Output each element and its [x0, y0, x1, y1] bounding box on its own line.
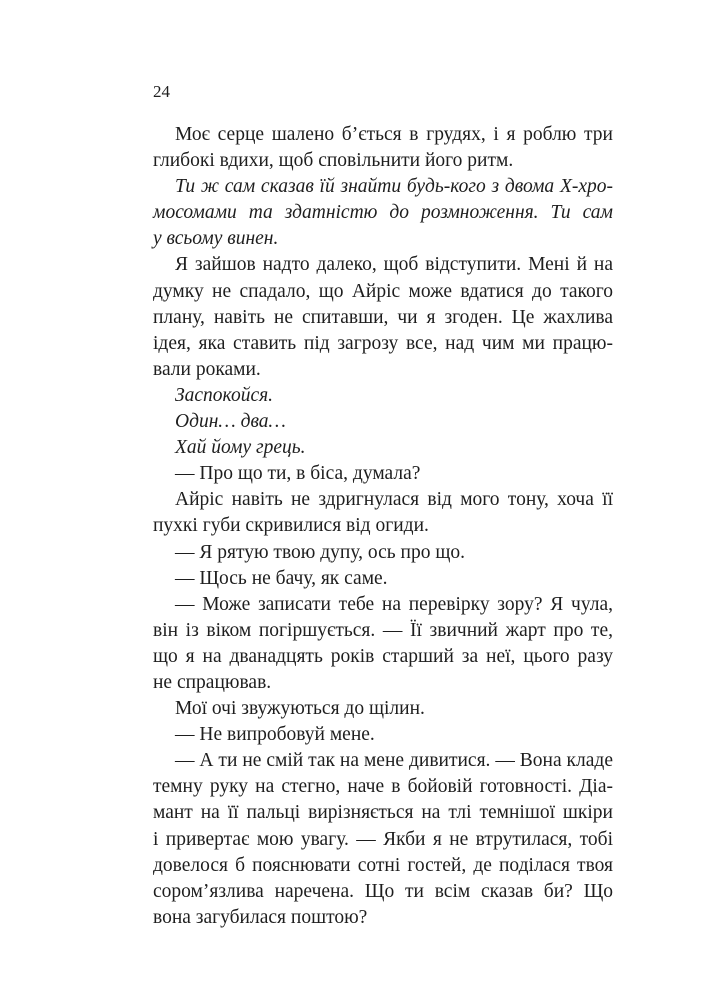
paragraph: [153, 722, 613, 748]
text-line: — Про що ти, в біса, думала?: [175, 463, 421, 485]
paragraph: [153, 566, 613, 592]
paragraph: [153, 174, 613, 252]
paragraph: [153, 696, 613, 722]
paragraph: [153, 409, 613, 435]
text-line: Айріс навіть не здригнулася від мого тону, хоча її: [175, 489, 613, 511]
paragraph: [153, 592, 613, 696]
text-line: Ти ж сам сказав їй знайти будь-кого з двома Х-хро-: [175, 176, 613, 198]
body-text: [153, 122, 613, 931]
text-line: плану, навіть не спитавши, чи я згоден. Це жахлива: [153, 306, 613, 328]
paragraph: [153, 383, 613, 409]
text-line: — Не випробовуй мене.: [175, 724, 375, 746]
text-line: у всьому винен.: [153, 228, 279, 250]
text-line: вона загубилася поштою?: [153, 906, 368, 928]
text-line: темну руку на стегно, наче в бойовій готовності. Діа-: [153, 776, 613, 798]
paragraph: [153, 252, 613, 382]
page-number: 24: [153, 82, 170, 101]
text-line: Один… два…: [175, 411, 286, 433]
text-line: і привертає мою увагу. — Якби я не втрутилася, тобі: [153, 828, 613, 850]
text-line: — А ти не смій так на мене дивитися. — Вона кладе: [175, 750, 613, 772]
paragraph: [153, 748, 613, 931]
paragraph: [153, 435, 613, 461]
text-line: довелося б пояснювати сотні гостей, де поділася твоя: [153, 854, 613, 876]
text-line: мант на її пальці вирізняється на тлі темнішої шкіри: [153, 802, 613, 824]
text-line: думку не спадало, що Айріс може вдатися до такого: [153, 280, 613, 302]
text-line: глибокі вдихи, щоб сповільнити його ритм.: [153, 150, 514, 172]
text-line: не спрацював.: [153, 671, 272, 693]
text-line: сором’язлива наречена. Що ти всім сказав би? Що: [153, 880, 613, 902]
text-line: мосомами та здатністю до розмноження. Ти сам: [153, 202, 613, 224]
text-line: ідея, яка ставить під загрозу все, над чим ми працю-: [153, 332, 613, 354]
text-line: Моє серце шалено б’ється в грудях, і я роблю три: [175, 124, 613, 145]
paragraph: [153, 540, 613, 566]
text-line: що я на дванадцять років старший за неї, цього разу: [153, 645, 613, 667]
text-line: — Я рятую твою дупу, ось про що.: [175, 541, 465, 563]
text-line: він із віком погіршується. — Її звичний жарт про те,: [153, 619, 613, 641]
text-line: Мої очі звужуються до щілин.: [175, 698, 425, 720]
text-line: Я зайшов надто далеко, щоб відступити. Мені й на: [175, 254, 613, 276]
paragraph: [153, 461, 613, 487]
text-line: — Щось не бачу, як саме.: [175, 567, 388, 589]
paragraph: [153, 487, 613, 539]
text-line: Заспокойся.: [175, 384, 274, 406]
text-line: Хай йому грець.: [175, 437, 306, 459]
text-line: — Може записати тебе на перевірку зору? Я чула,: [175, 593, 613, 615]
text-line: вали роками.: [153, 358, 261, 380]
text-line: пухкі губи скривилися від огиди.: [153, 515, 429, 537]
paragraph: [153, 122, 613, 174]
